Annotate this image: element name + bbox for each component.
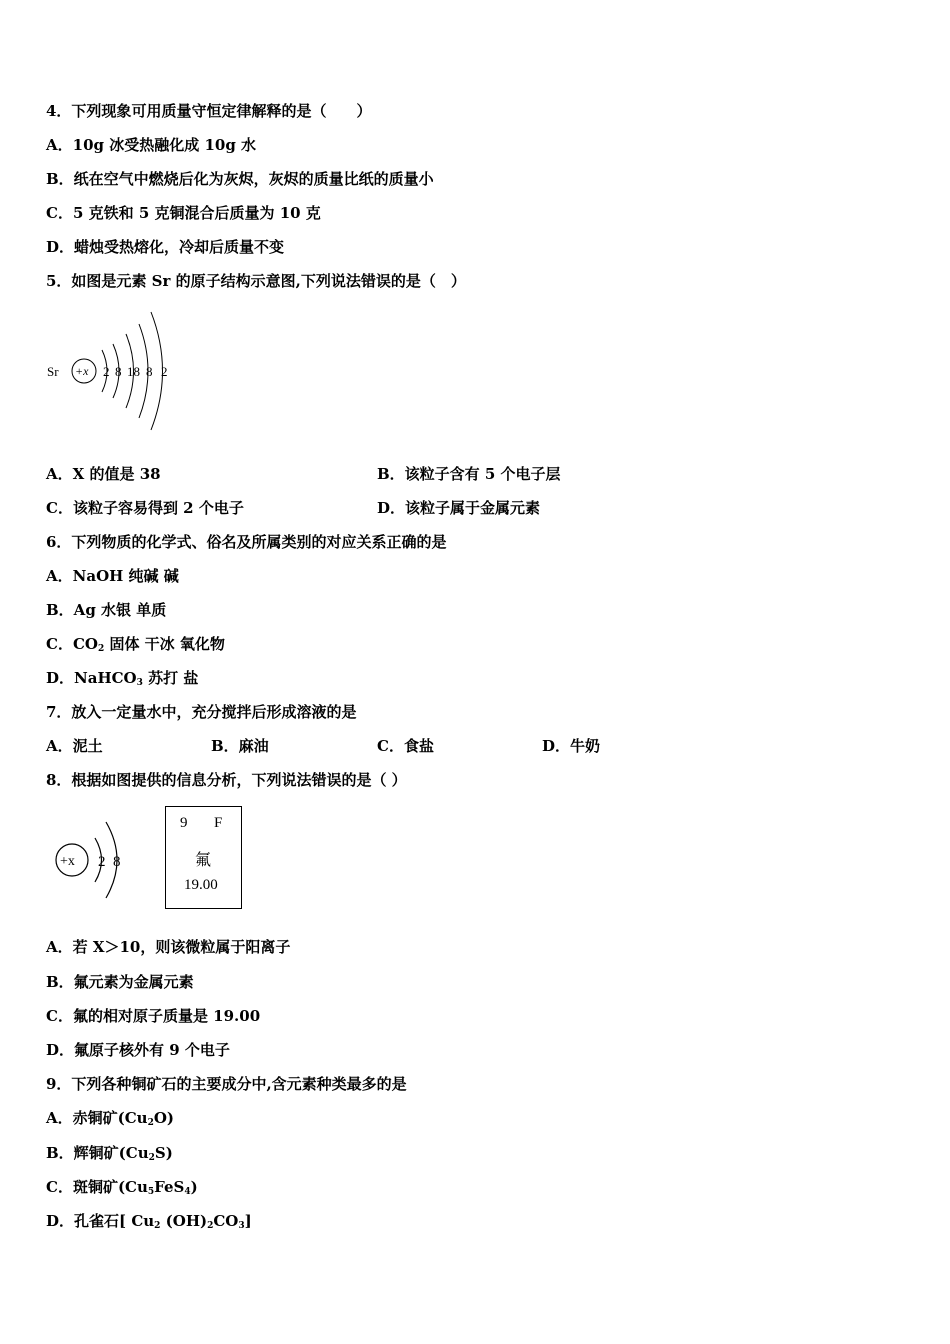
q8-option-c: C．氟的相对原子质量是 19.00 <box>46 1007 261 1025</box>
q7-stem: 7．放入一定量水中，充分搅拌后形成溶液的是 <box>46 703 357 721</box>
q4-option-b: B．纸在空气中燃烧后化为灰烬，灰烬的质量比纸的质量小 <box>46 170 434 188</box>
q9-option-d: D．孔雀石[ $Cu_2$ $(OH)_2CO_3$] <box>46 1212 252 1231</box>
fluorine-atom-structure-diagram <box>50 818 130 902</box>
q9-stem: 9．下列各种铜矿石的主要成分中,含元素种类最多的是 <box>46 1075 407 1093</box>
shell-electrons-1: 2 <box>98 854 106 870</box>
shell-electrons-4: 8 <box>146 364 153 379</box>
q8-option-d: D．氟原子核外有 9 个电子 <box>46 1041 230 1059</box>
element-symbol: F <box>214 815 223 831</box>
element-symbol: Sr <box>47 364 59 379</box>
atomic-mass: 19.00 <box>184 877 218 893</box>
q7-option-c: C．食盐 <box>377 737 434 755</box>
nucleus-charge: +x <box>60 854 75 869</box>
q8-stem: 8．根据如图提供的信息分析，下列说法错误的是（ ） <box>46 771 407 789</box>
shell-electrons-5: 2 <box>161 364 168 379</box>
q5-stem: 5．如图是元素 Sr 的原子结构示意图,下列说法错误的是（ ） <box>46 272 466 290</box>
q4-stem: 4．下列现象可用质量守恒定律解释的是（ ） <box>46 102 372 120</box>
nucleus-charge: +x <box>75 364 89 378</box>
q6-option-b: B．Ag 水银 单质 <box>46 601 167 619</box>
element-name: 氟 <box>195 850 212 869</box>
shell-electrons-3: 18 <box>127 364 140 379</box>
fluorine-periodic-cell <box>165 806 242 909</box>
q5-option-d: D．该粒子属于金属元素 <box>377 499 541 517</box>
q4-option-d: D．蜡烛受热熔化，冷却后质量不变 <box>46 238 285 256</box>
q6-stem: 6．下列物质的化学式、俗名及所属类别的对应关系正确的是 <box>46 533 447 551</box>
q5-option-b: B．该粒子含有 5 个电子层 <box>377 465 561 483</box>
q7-option-d: D．牛奶 <box>542 737 601 755</box>
q4-option-c: C．5 克铁和 5 克铜混合后质量为 10 克 <box>46 204 321 222</box>
shell-electrons-2: 8 <box>113 854 121 870</box>
q4-option-a: A．10g 冰受热融化成 10g 水 <box>46 136 257 154</box>
q7-option-a: A．泥土 <box>46 737 103 755</box>
atomic-number: 9 <box>180 815 188 831</box>
q8-option-b: B．氟元素为金属元素 <box>46 973 194 991</box>
q6-option-c: C．$CO_2$ 固体 干冰 氧化物 <box>46 635 225 654</box>
q8-option-a: A．若 X＞10，则该微粒属于阳离子 <box>46 938 291 956</box>
q6-option-d: D．NaHCO$_3$ 苏打 盐 <box>46 669 199 688</box>
q9-option-b: B．辉铜矿$(Cu_2S)$ <box>46 1144 173 1163</box>
q9-option-c: C．斑铜矿$(Cu_5FeS_4)$ <box>46 1178 198 1197</box>
q5-option-c: C．该粒子容易得到 2 个电子 <box>46 499 244 517</box>
q6-option-a: A．NaOH 纯碱 碱 <box>46 567 179 585</box>
q9-option-a: A．赤铜矿$(Cu_2O)$ <box>46 1109 175 1128</box>
shell-electrons-2: 8 <box>115 364 122 379</box>
q7-option-b: B．麻油 <box>211 737 269 755</box>
q5-option-a: A．X 的值是 38 <box>46 465 161 483</box>
sr-atom-structure-diagram <box>40 308 185 436</box>
shell-electrons-1: 2 <box>103 364 110 379</box>
